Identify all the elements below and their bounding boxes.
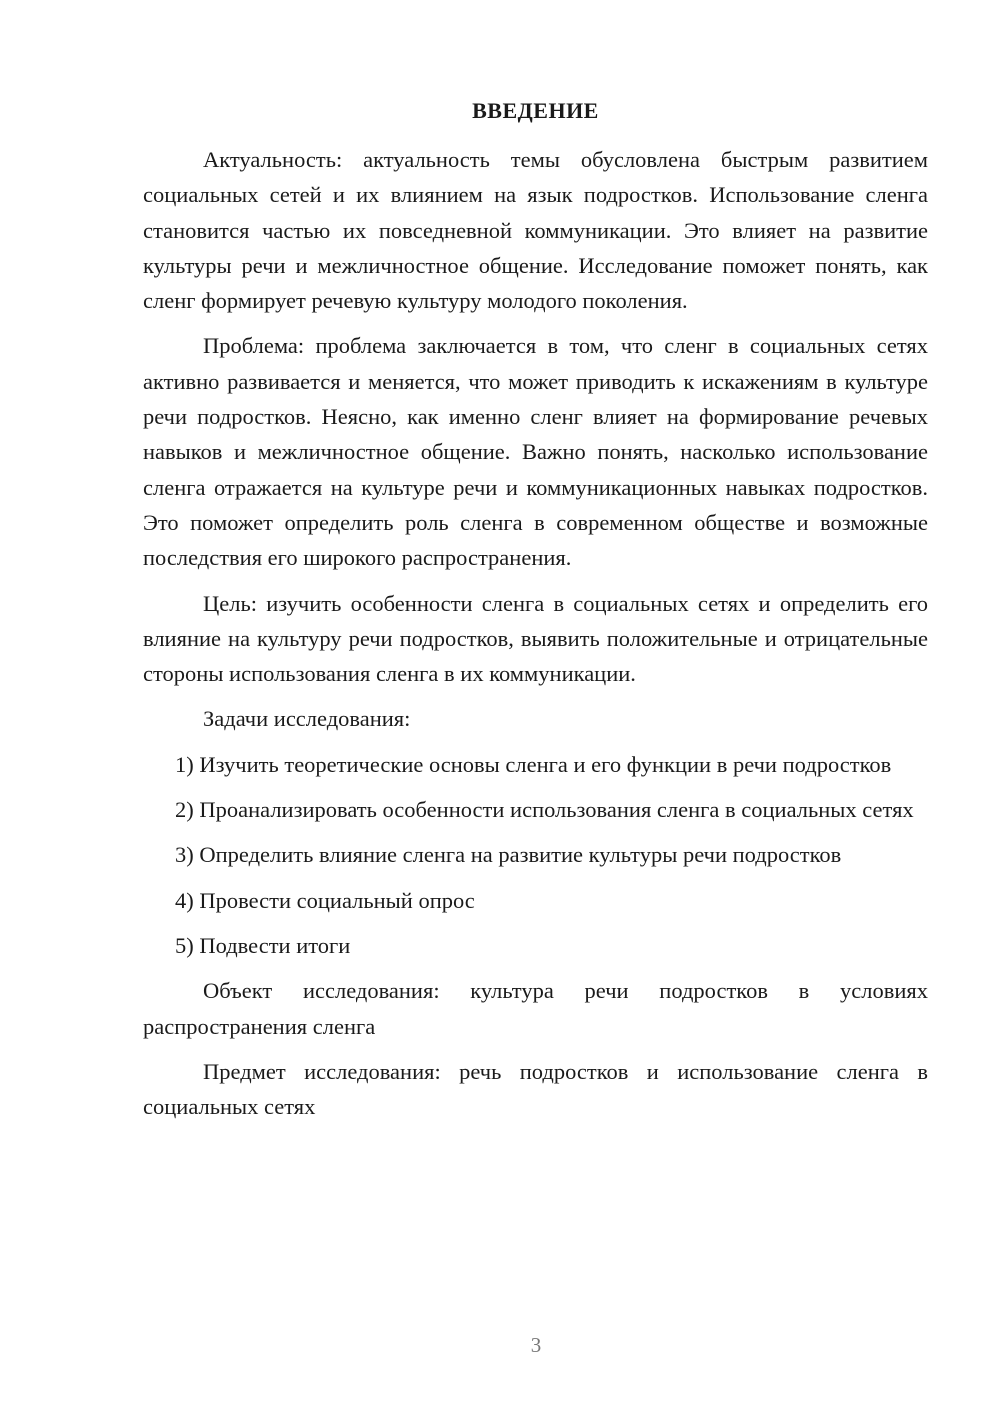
- task-item: 2) Проанализировать особенности использования сленга в социальных сетях: [175, 797, 914, 823]
- task-item: 3) Определить влияние сленга на развитие культуры речи подростков: [175, 842, 842, 868]
- subject-paragraph: Предмет исследования: речь подростков и использование сленга в социальных сетях: [143, 1058, 928, 1120]
- document-body: [143, 142, 928, 1134]
- task-item: 4) Провести социальный опрос: [175, 887, 475, 913]
- page-title: ВВЕДЕНИЕ: [472, 98, 599, 123]
- task-item: 1) Изучить теоретические основы сленга и его функции в речи подростков: [175, 751, 892, 777]
- goal-paragraph: Цель: изучить особенности сленга в социальных сетях и определить его влияние на культуру речи подростков, выявить положительные и отрицательные стороны использования сленга в их коммуникации.: [143, 590, 928, 687]
- page-number: 3: [530, 1333, 542, 1357]
- task-item: 5) Подвести итоги: [175, 932, 351, 958]
- problem-paragraph: Проблема: проблема заключается в том, что сленг в социальных сетях активно развивается и меняется, что может приводить к искажениям в культуре речи подростков. Неясно, как именно сленг влияет на формирование речевых навыков и межличностное общение. Важно понять, насколько использование сленга отражается на культуре речи и коммуникационных навыках подростков. Это поможет определить роль сленга в современном обществе и возможные последствия его широкого распространения.: [143, 333, 928, 571]
- relevance-paragraph: Актуальность: актуальность темы обусловлена быстрым развитием социальных сетей и их влиянием на язык подростков. Использование сленга становится частью их повседневной коммуникации. Это влияет на развитие культуры речи и межличностное общение. Исследование поможет понять, как сленг формирует речевую культуру молодого поколения.: [143, 147, 928, 314]
- object-paragraph: Объект исследования: культура речи подростков в условиях распространения сленга: [143, 978, 928, 1039]
- tasks-heading: Задачи исследования:: [203, 706, 411, 732]
